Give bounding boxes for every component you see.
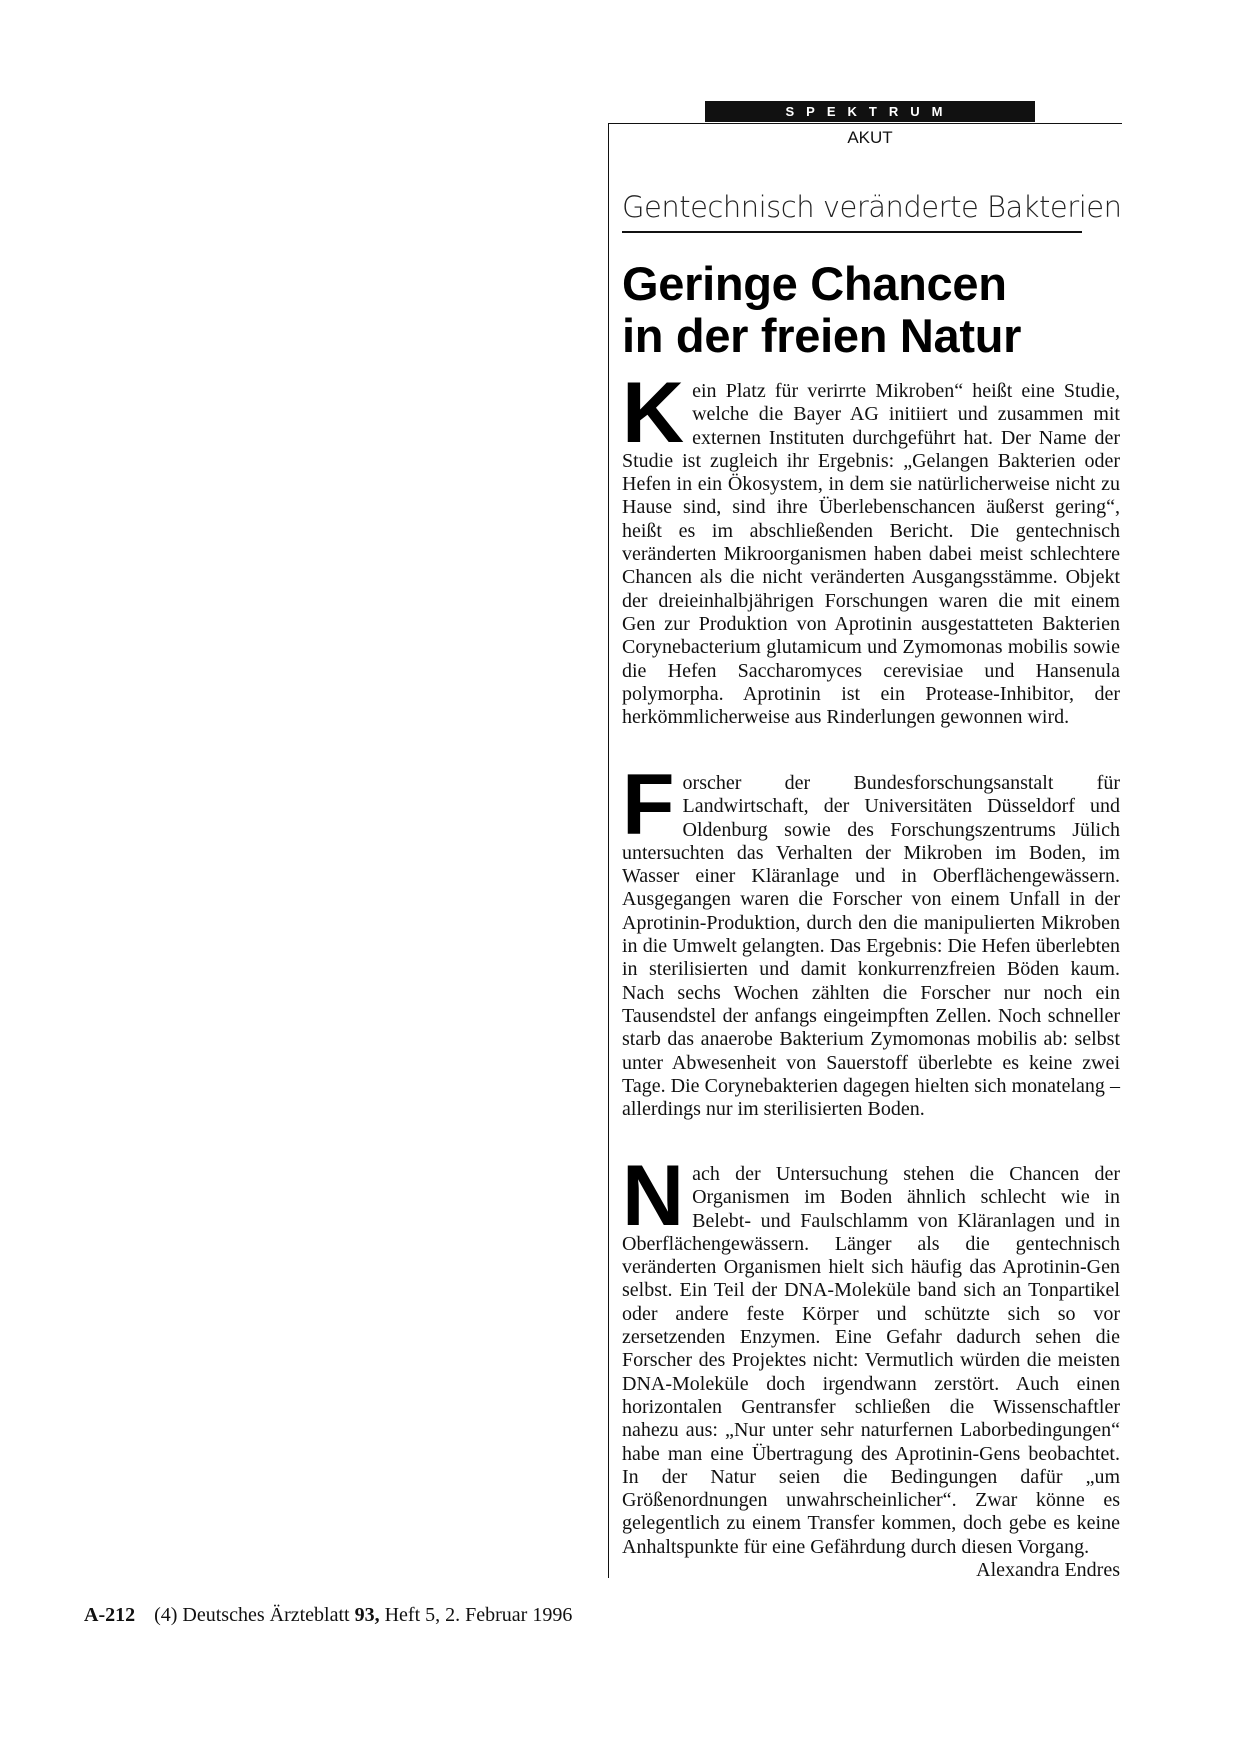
drop-cap: N <box>622 1148 685 1244</box>
paragraph-text: ein Platz für verirrte Mikroben“ heißt eine Studie, welche die Bayer AG initiiert und zusammen mit externen Instituten durchgeführt hat. Der Name der Studie ist zugleich ihr Ergebnis: „Gelangen Bakterien oder Hefen in ein Ökosystem, in dem sie natürlicherweise nicht zu Hause sind, sind ihre Überlebenschancen äußerst gering“, heißt es im abschließenden Bericht. Die gentechnisch veränderten Mikroorganismen haben dabei meist schlechtere Chancen als die nicht veränderten Ausgangsstämme. Objekt der dreieinhalbjährigen Forschungen waren die mit einem Gen zur Produktion von Aprotinin ausgestatteten Bakterien Corynebacterium glutamicum und Zymomonas mobilis sowie die Hefen Saccharomyces cerevisiae und Hansenula polymorpha. Aprotinin ist ein Protease-Inhibitor, der herkömmlicherweise aus Rinderlungen gewonnen wird. <box>622 380 1120 729</box>
subsection-label: AKUT <box>847 128 893 147</box>
issue-date: Heft 5, 2. Februar 1996 <box>384 1604 573 1626</box>
headline-line-2: in der freien Natur <box>622 309 1022 362</box>
article-headline <box>622 258 1122 362</box>
page-footer <box>84 1604 572 1627</box>
author-byline: Alexandra Endres <box>976 1559 1120 1582</box>
paragraph-1 <box>622 365 1120 729</box>
paragraph-text: ach der Untersuchung stehen die Chancen der Organismen im Boden ähnlich schlecht wie in Belebt- und Faulschlamm von Kläranlagen und in Oberflächengewässern. Länger als die gentechnisch veränderten Organismen hielt sich häufig das Aprotinin-Gen selbst. Ein Teil der DNA-Moleküle band sich an Tonpartikel oder andere feste Körper und schützte sich so vor zersetzenden Enzymen. Eine Gefahr dadurch sehen die Forscher des Projektes nicht: Vermutlich würden die meisten DNA-Moleküle doch irgendwann zerstört. Auch einen horizontalen Gentransfer schließen die Wissenschaftler nahezu aus: „Nur unter sehr naturfernen Laborbedingungen“ habe man eine Übertragung des Aprotinin-Gens beobachtet. In der Natur seien die Bedingungen dafür „um Größenordnungen unwahrscheinlicher“. Zwar könne es gelegentlich zu einem Transfer kommen, doch gebe es keine Anhaltspunkte für eine Gefährdung durch diesen Vorgang. <box>622 1163 1120 1558</box>
paragraph-3 <box>622 1148 1120 1582</box>
header-rule <box>609 123 1122 124</box>
article-kicker: Gentechnisch veränderte Bakterien <box>622 190 1122 224</box>
section-label: SPEKTRUM <box>705 101 1035 122</box>
paragraph-2 <box>622 757 1120 1121</box>
drop-cap: F <box>622 757 675 853</box>
paragraph-text: orscher der Bundesforschungsanstalt für Landwirtschaft, der Universitäten Düsseldorf und Oldenburg sowie des Forschungszentrums Jülich untersuchten das Verhalten der Mikroben im Boden, im Wasser einer Kläranlage und in Oberflächengewässern. Ausgegangen waren die Forscher von einem Unfall in der Aprotinin-Produktion, durch den die manipulierten Mikroben in die Umwelt gelangten. Das Ergebnis: Die Hefen überlebten in sterilisierten und damit konkurrenzfreien Böden kaum. Nach sechs Wochen zählten die Forscher nur noch ein Tausendstel der anfangs eingeimpften Zellen. Noch schneller starb das anaerobe Bakterium Zymomonas mobilis ab: selbst unter Abwesenheit von Sauerstoff überlebte es keine zwei Tage. Die Corynebakterien dagegen hielten sich monatelang – allerdings nur im sterilisierten Boden. <box>622 772 1120 1121</box>
volume-number: 93, <box>354 1604 380 1626</box>
headline-line-1: Geringe Chancen <box>622 257 1007 310</box>
issue-prefix: (4) Deutsches Ärzteblatt <box>154 1604 350 1626</box>
drop-cap: K <box>622 365 685 461</box>
kicker-rule <box>622 231 1082 233</box>
column-rule <box>608 123 609 1578</box>
page-number: A-212 <box>84 1604 136 1626</box>
